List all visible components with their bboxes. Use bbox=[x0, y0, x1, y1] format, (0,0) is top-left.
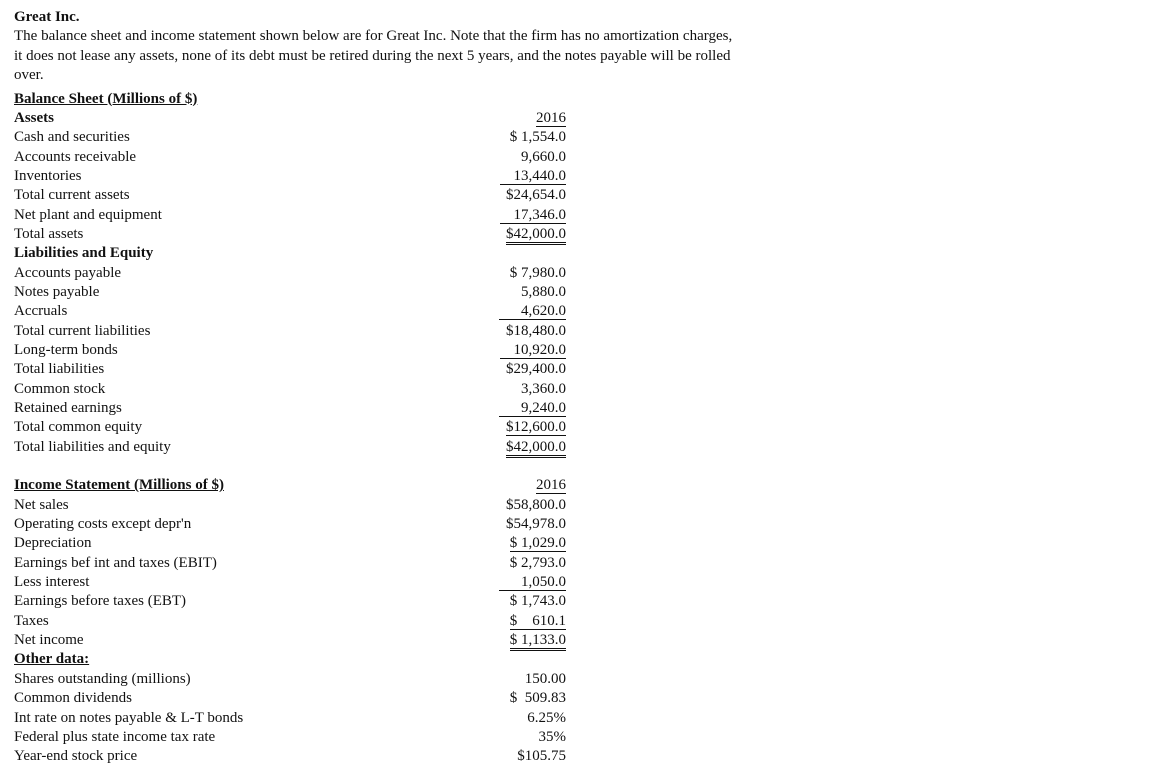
row-value: $ 509.83 bbox=[509, 690, 566, 707]
balance-sheet bbox=[14, 90, 1134, 458]
table-row bbox=[14, 573, 1134, 592]
row-label: Total liabilities and equity bbox=[14, 438, 171, 455]
row-label: Shares outstanding (millions) bbox=[14, 670, 191, 687]
income-statement-title: Income Statement (Millions of $) bbox=[14, 477, 224, 494]
row-label: Net income bbox=[14, 632, 84, 649]
row-value: 17,346.0 bbox=[354, 206, 566, 225]
table-row bbox=[14, 302, 1134, 321]
row-label: Earnings before taxes (EBT) bbox=[14, 593, 187, 610]
row-label: Total assets bbox=[14, 225, 84, 242]
table-row bbox=[14, 709, 1134, 728]
income-title-row bbox=[14, 476, 1134, 495]
table-row bbox=[14, 728, 1134, 747]
row-label: Long-term bonds bbox=[14, 341, 118, 358]
row-value: 4,620.0 bbox=[354, 302, 566, 321]
row-label: Notes payable bbox=[14, 283, 100, 300]
table-row bbox=[14, 128, 1134, 147]
row-label: Total current assets bbox=[14, 187, 130, 204]
row-value: $ 1,029.0 bbox=[509, 535, 566, 552]
other-data bbox=[14, 650, 1134, 766]
row-value: $29,400.0 bbox=[506, 361, 566, 378]
intro-paragraph: The balance sheet and income statement shown below are for Great Inc. Note that the firm has no amortization charges, it does not lease any assets, none of its debt must be retired during the next 5 years, and the notes payable will be rolled over. bbox=[14, 28, 733, 83]
row-label: Common dividends bbox=[14, 690, 132, 707]
row-value: $ 610.1 bbox=[509, 612, 566, 629]
row-value: $ 1,133.0 bbox=[354, 631, 566, 650]
row-label: Less interest bbox=[14, 574, 90, 591]
row-value: $ 1,554.0 bbox=[509, 129, 566, 146]
table-row bbox=[14, 167, 1134, 186]
assets-heading: Assets bbox=[14, 109, 54, 126]
table-row bbox=[14, 592, 1134, 611]
row-value: 9,660.0 bbox=[521, 148, 566, 165]
table-row bbox=[14, 670, 1134, 689]
row-value: 1,050.0 bbox=[354, 573, 566, 592]
table-row bbox=[14, 747, 1134, 766]
row-value: $42,000.0 bbox=[354, 438, 566, 457]
table-row bbox=[14, 206, 1134, 225]
row-label: Year-end stock price bbox=[14, 748, 138, 765]
row-value: $42,000.0 bbox=[354, 225, 566, 244]
section-spacer bbox=[14, 457, 1134, 476]
row-label: Accounts payable bbox=[14, 264, 122, 281]
table-row bbox=[14, 689, 1134, 708]
row-label: Retained earnings bbox=[14, 400, 122, 416]
row-value: $54,978.0 bbox=[506, 516, 566, 533]
row-label: Net sales bbox=[14, 496, 69, 513]
table-row bbox=[14, 631, 1134, 650]
table-row bbox=[14, 554, 1134, 573]
row-label: Operating costs except depr'n bbox=[14, 516, 192, 533]
row-label: Total liabilities bbox=[14, 361, 105, 378]
row-label: Common stock bbox=[14, 380, 106, 397]
liabilities-heading: Liabilities and Equity bbox=[14, 245, 154, 262]
table-row bbox=[14, 438, 1134, 457]
row-value: $ 1,743.0 bbox=[509, 593, 566, 610]
row-value: 9,240.0 bbox=[354, 399, 566, 418]
row-label: Accruals bbox=[14, 303, 68, 320]
table-row bbox=[14, 186, 1134, 205]
row-value: 5,880.0 bbox=[521, 283, 566, 300]
other-data-title-row bbox=[14, 650, 1134, 669]
row-label: Inventories bbox=[14, 167, 82, 184]
income-statement-year: 2016 bbox=[536, 477, 566, 494]
row-value: 35% bbox=[538, 728, 566, 745]
income-statement bbox=[14, 476, 1134, 650]
row-value: 150.00 bbox=[524, 670, 566, 687]
table-row bbox=[14, 418, 1134, 437]
row-value: 13,440.0 bbox=[354, 167, 566, 186]
table-row bbox=[14, 225, 1134, 244]
balance-sheet-year: 2016 bbox=[536, 109, 566, 126]
row-value: $12,600.0 bbox=[506, 419, 566, 436]
row-value: 3,360.0 bbox=[521, 380, 566, 397]
row-value: 6.25% bbox=[527, 709, 566, 726]
document bbox=[14, 8, 1134, 767]
table-row bbox=[14, 612, 1134, 631]
table-row bbox=[14, 380, 1134, 399]
row-label: Net plant and equipment bbox=[14, 206, 162, 223]
company-title: Great Inc. bbox=[14, 9, 80, 25]
table-row bbox=[14, 322, 1134, 341]
assets-heading-row bbox=[14, 109, 1134, 128]
row-label: Total common equity bbox=[14, 419, 143, 436]
row-label: Cash and securities bbox=[14, 129, 130, 146]
balance-sheet-title-row bbox=[14, 90, 1134, 109]
liabilities-heading-row bbox=[14, 244, 1134, 263]
row-value: 10,920.0 bbox=[354, 341, 566, 360]
table-row bbox=[14, 515, 1134, 534]
table-row bbox=[14, 148, 1134, 167]
row-label: Depreciation bbox=[14, 535, 92, 552]
row-value: $24,654.0 bbox=[506, 187, 566, 204]
table-row bbox=[14, 360, 1134, 379]
row-label: Total current liabilities bbox=[14, 322, 151, 339]
other-data-title: Other data: bbox=[14, 651, 90, 668]
table-row bbox=[14, 399, 1134, 418]
table-row bbox=[14, 283, 1134, 302]
row-label: Federal plus state income tax rate bbox=[14, 728, 216, 745]
row-value: $ 7,980.0 bbox=[509, 264, 566, 281]
table-row bbox=[14, 341, 1134, 360]
table-row bbox=[14, 264, 1134, 283]
row-label: Earnings bef int and taxes (EBIT) bbox=[14, 554, 217, 571]
row-label: Accounts receivable bbox=[14, 148, 137, 165]
table-row bbox=[14, 496, 1134, 515]
row-value: $58,800.0 bbox=[506, 496, 566, 513]
row-label: Int rate on notes payable & L-T bonds bbox=[14, 709, 244, 726]
table-row bbox=[14, 534, 1134, 553]
row-label: Taxes bbox=[14, 612, 49, 629]
row-value: $ 2,793.0 bbox=[509, 554, 566, 571]
balance-sheet-title: Balance Sheet (Millions of $) bbox=[14, 90, 198, 107]
row-value: $105.75 bbox=[517, 748, 566, 765]
row-value: $18,480.0 bbox=[506, 322, 566, 339]
